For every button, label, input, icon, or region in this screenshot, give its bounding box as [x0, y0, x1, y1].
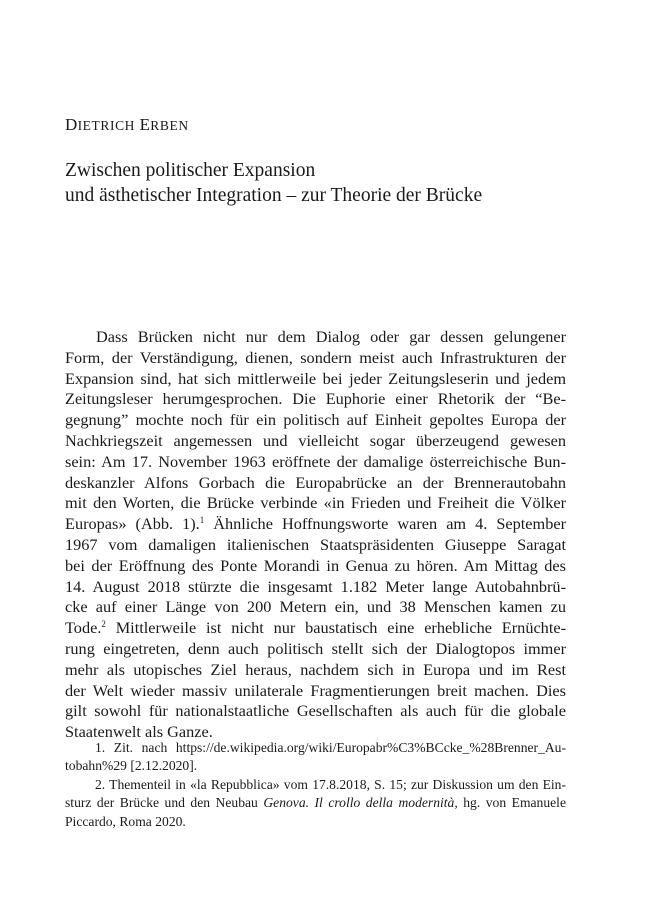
body-line: mit den Worten, die Brücke verbinde «in Frieden und Freiheit die Völker: [65, 493, 566, 513]
body-line: Form, der Verständigung, dienen, sondern meist auch Infrastrukturen der: [65, 347, 566, 367]
footnote-book-title: Genova. Il crollo della modernità: [263, 795, 455, 811]
body-line: Europas» (Abb. 1).$^1$ Ähnliche Hoffnungsworte waren am 4. September: [65, 514, 566, 534]
author-name: DIETRICH ERBEN: [65, 115, 189, 134]
footnotes: [65, 739, 566, 831]
footnote-1-line: tobahn%29 [2.12.2020].: [65, 758, 198, 774]
body-line: Staatenwelt als Ganze.: [65, 722, 213, 742]
footnote-ref-2[interactable]: 2: [101, 619, 106, 630]
footnote-2-line: 2. Thementeil in «la Repubblica» vom 17.8.2018, S. 15; zur Diskussion um den Ein-: [95, 776, 566, 792]
body-line: mehr als utopisches Ziel heraus, nachdem sich in Europa und im Rest: [65, 659, 566, 679]
title-line-2: und ästhetischer Integration – zur Theorie der Brücke: [65, 185, 483, 206]
body-line: Expansion sind, hat sich mittlerweile bei jeder Zeitungsleserin und jedem: [65, 368, 566, 388]
body-line: cke auf einer Länge von 200 Metern ein, und 38 Menschen kamen zu: [65, 597, 566, 617]
body-line: der Welt wieder massiv unilaterale Fragmentierungen breit machen. Dies: [65, 680, 566, 700]
body-line: gegnung” mochte noch für ein politisch auf Einheit gepoltes Europa der: [65, 410, 566, 430]
body-line: 1967 vom damaligen italienischen Staatspräsidenten Giuseppe Saragat: [65, 534, 566, 554]
body-line: Dass Brücken nicht nur dem Dialog oder gar dessen gelungener: [96, 327, 566, 346]
body-line: Zeitungsleser herumgesprochen. Die Euphorie einer Rhetorik der “Be-: [65, 389, 566, 409]
footnote-1-line: 1. Zit. nach https://de.wikipedia.org/wiki/Europabr%C3%BCcke_%28Brenner_Au-: [95, 740, 566, 755]
footnote-ref-1[interactable]: 1: [199, 515, 205, 526]
body-line: bei der Eröffnung des Ponte Morandi in Genua zu hören. Am Mittag des: [65, 555, 566, 575]
chapter-title: [65, 158, 482, 208]
body-paragraph: [65, 327, 566, 743]
footnote-2-line: Piccardo, Roma 2020.: [65, 813, 186, 829]
body-line: Nachkriegszeit angemessen und vielleicht sogar überzeugend gewesen: [65, 430, 566, 450]
body-line: sein: Am 17. November 1963 eröffnete der damalige österreichische Bun-: [65, 451, 566, 471]
body-line: Tode.$^2$ Mittlerweile ist nicht nur baustatisch eine erhebliche Ernüchte-: [65, 618, 566, 638]
title-line-1: Zwischen politischer Expansion: [65, 160, 316, 181]
body-line: 14. August 2018 stürzte die insgesamt 1.182 Meter lange Autobahnbrü-: [65, 576, 566, 596]
footnote-2-line: sturz der Brücke und den Neubau Genova. Il crollo della modernità, hg. von Emanuele: [65, 795, 566, 811]
body-line: rung eingetreten, denn auch politisch stellt sich der Dialogtopos immer: [65, 638, 566, 658]
body-line: deskanzler Alfons Gorbach die Europabrücke an der Brennerautobahn: [65, 472, 566, 492]
body-line: gilt sowohl für nationalstaatliche Gesellschaften als auch für die globale: [65, 701, 566, 721]
